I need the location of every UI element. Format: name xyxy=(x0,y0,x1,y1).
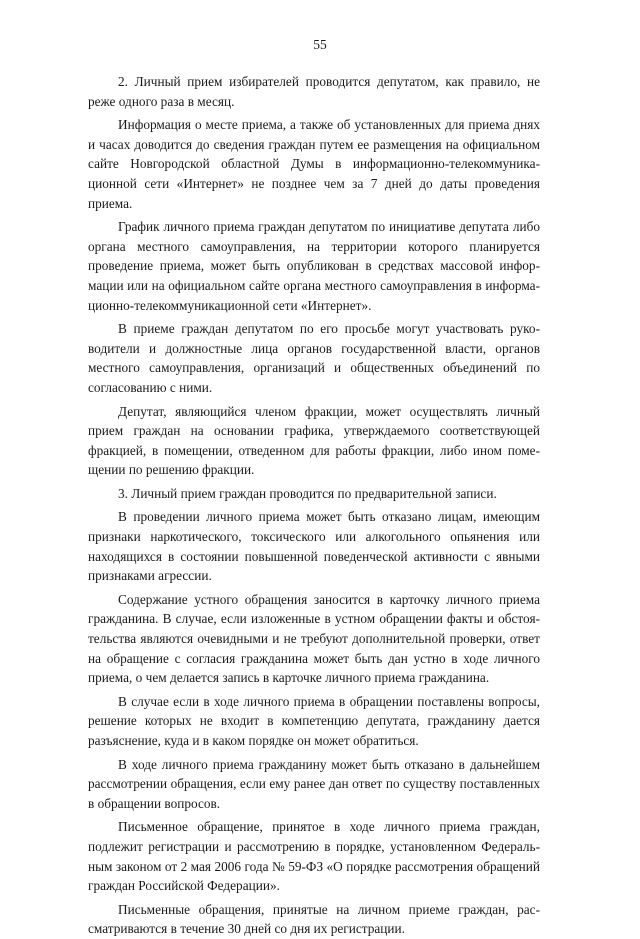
page-number: 55 xyxy=(313,37,327,52)
paragraph-outside-competence: В случае если в ходе личного приема в обращении поставлены вопросы, решение которых не входит в компетенцию депутата, гражданину дается разъяснение, куда и в каком порядке он может обратиться. xyxy=(88,693,540,748)
paragraph-reception-information: Информация о месте приема, а также об установленных для приема днях и часах доводится до сведения граждан путем ее размещения на официальном сайте Новгородской областной Думы в информационно-телекоммуникационной сети «Интернет» не позднее чем за 7 дней до даты проведения приема. xyxy=(88,117,540,211)
paragraph-further-review-refusal: В ходе личного приема гражданину может быть отказано в дальнейшем рассмотрении обращения, если ему ранее дан ответ по существу поставленных в обращении вопросов. xyxy=(88,756,540,811)
paragraph-faction-reception: Депутат, являющийся членом фракции, может осуществлять личный прием граждан на основании графика, утверждаемого соответствующей фракцией, в помещении, отведенном для работы фракции, либо ином помещении по решению фракции. xyxy=(88,403,540,478)
body-text xyxy=(88,72,540,939)
paragraph-reception-schedule: График личного приема граждан депутатом по инициативе депутата либо органа местного самоуправления, на территории которого планируется проведение приема, может быть опубликован в средствах массовой информации или на официальном сайте органа местного самоуправления в информационно-телекоммуникационной сети «Интернет». xyxy=(88,219,540,313)
paragraph-written-appeal-registration: Письменное обращение, принятое в ходе личного приема граждан, подлежит регистрации и рассмотрению в порядке, установленном Федеральным законом от 2 мая 2006 года № 59-ФЗ «О порядке рассмотрения обращений граждан Российской Федерации». xyxy=(88,819,540,894)
paragraph-oral-appeal-card: Содержание устного обращения заносится в карточку личного приема гражданина. В случае, если изложенные в устном обращении факты и обстоятельства являются очевидными и не требуют дополнительной проверки, ответ на обращение с согласия гражданина может быть дан устно в ходе личного приема, о чем делается запись в карточке личного приема гражданина. xyxy=(88,591,540,686)
paragraph-refusal-grounds: В проведении личного приема может быть отказано лицам, имеющим признаки наркотического, токсического или алкогольного опьянения или находящихся в состоянии повышенной поведенческой активности с явными признаками агрессии. xyxy=(88,509,540,584)
paragraph-personal-reception-frequency: 2. Личный прием избирателей проводится депутатом, как правило, не реже одного раза в месяц. xyxy=(88,74,540,109)
paragraph-officials-participation: В приеме граждан депутатом по его просьбе могут участвовать руководители и должностные лица органов государственной власти, органов местного самоуправления, организаций и общественных объединений по согласованию с ними. xyxy=(88,321,540,395)
paragraph-review-period: Письменные обращения, принятые на личном приеме граждан, рассматриваются в течение 30 дней со дня их регистрации. xyxy=(88,901,540,937)
paragraph-pre-registration: 3. Личный прием граждан проводится по предварительной записи. xyxy=(118,485,497,501)
